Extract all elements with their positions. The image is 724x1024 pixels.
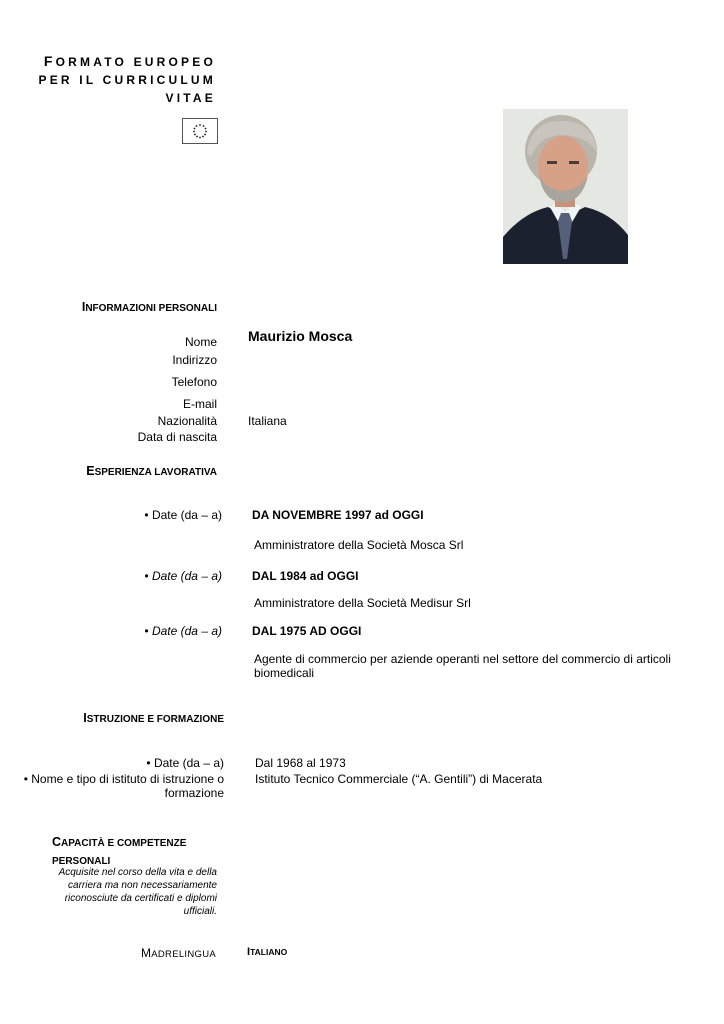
mother-tongue-label: MADRELINGUA [140,946,216,960]
exp-description [254,652,671,680]
exp-date-value: DAL 1984 ad OGGI [252,569,359,583]
label-telefono: Telefono [171,375,217,389]
exp-date-label: • Date (da – a) [144,624,222,638]
cv-title-line3: VITAE [165,91,216,105]
exp-date-label: • Date (da – a) [144,508,222,522]
edu-institution-value: Istituto Tecnico Commerciale (“A. Gentili”) di Macerata [255,772,543,786]
skills-note-line: ufficiali. [183,906,217,917]
edu-institution-label [0,772,224,800]
exp-date-value: DAL 1975 AD OGGI [252,624,362,638]
cv-title-line2: PER IL CURRICULUM [38,73,216,87]
skills-title-line1: CAPACITÀ E COMPETENZE [52,835,187,849]
exp-description: Amministratore della Società Medisur Srl [254,596,471,610]
section-title-education: ISTRUZIONE E FORMAZIONE [83,711,224,725]
label-email: E-mail [182,397,217,411]
skills-note-line: riconosciute da certificati e diplomi [64,893,217,904]
edu-institution-label-line1: • Nome e tipo di istituto di istruzione o [23,772,224,786]
nationality-value: Italiana [248,414,287,428]
label-indirizzo: Indirizzo [172,353,217,367]
mother-tongue-value: ITALIANO [247,946,288,958]
exp-date-label: • Date (da – a) [144,569,222,583]
edu-institution-label-line2: formazione [164,786,224,800]
skills-note [0,866,217,918]
cv-title-line1: FORMATO EUROPEO [43,53,216,69]
portrait-photo [503,109,628,264]
section-title-personal: INFORMAZIONI PERSONALI [81,300,217,314]
skills-note-line: carriera ma non necessariamente [68,880,217,891]
exp-description-line2: biomedicali [254,666,315,680]
label-data-nascita: Data di nascita [137,430,217,444]
eu-flag-icon [182,118,218,144]
exp-date-value: DA NOVEMBRE 1997 ad OGGI [252,508,424,522]
person-name: Maurizio Mosca [248,328,353,344]
cv-title [16,52,216,107]
label-nome: Nome [184,335,217,349]
exp-description-line1: Agente di commercio per aziende operanti nel settore del commercio di articoli [254,652,671,666]
exp-description: Amministratore della Società Mosca Srl [254,538,464,552]
skills-note-line: Acquisite nel corso della vita e della [58,867,217,878]
section-title-experience: ESPERIENZA LAVORATIVA [86,464,217,478]
edu-date-value: Dal 1968 al 1973 [255,756,346,770]
skills-title-line2: PERSONALI [52,856,111,867]
label-nazionalita: Nazionalità [157,414,217,428]
edu-date-label: • Date (da – a) [146,756,224,770]
